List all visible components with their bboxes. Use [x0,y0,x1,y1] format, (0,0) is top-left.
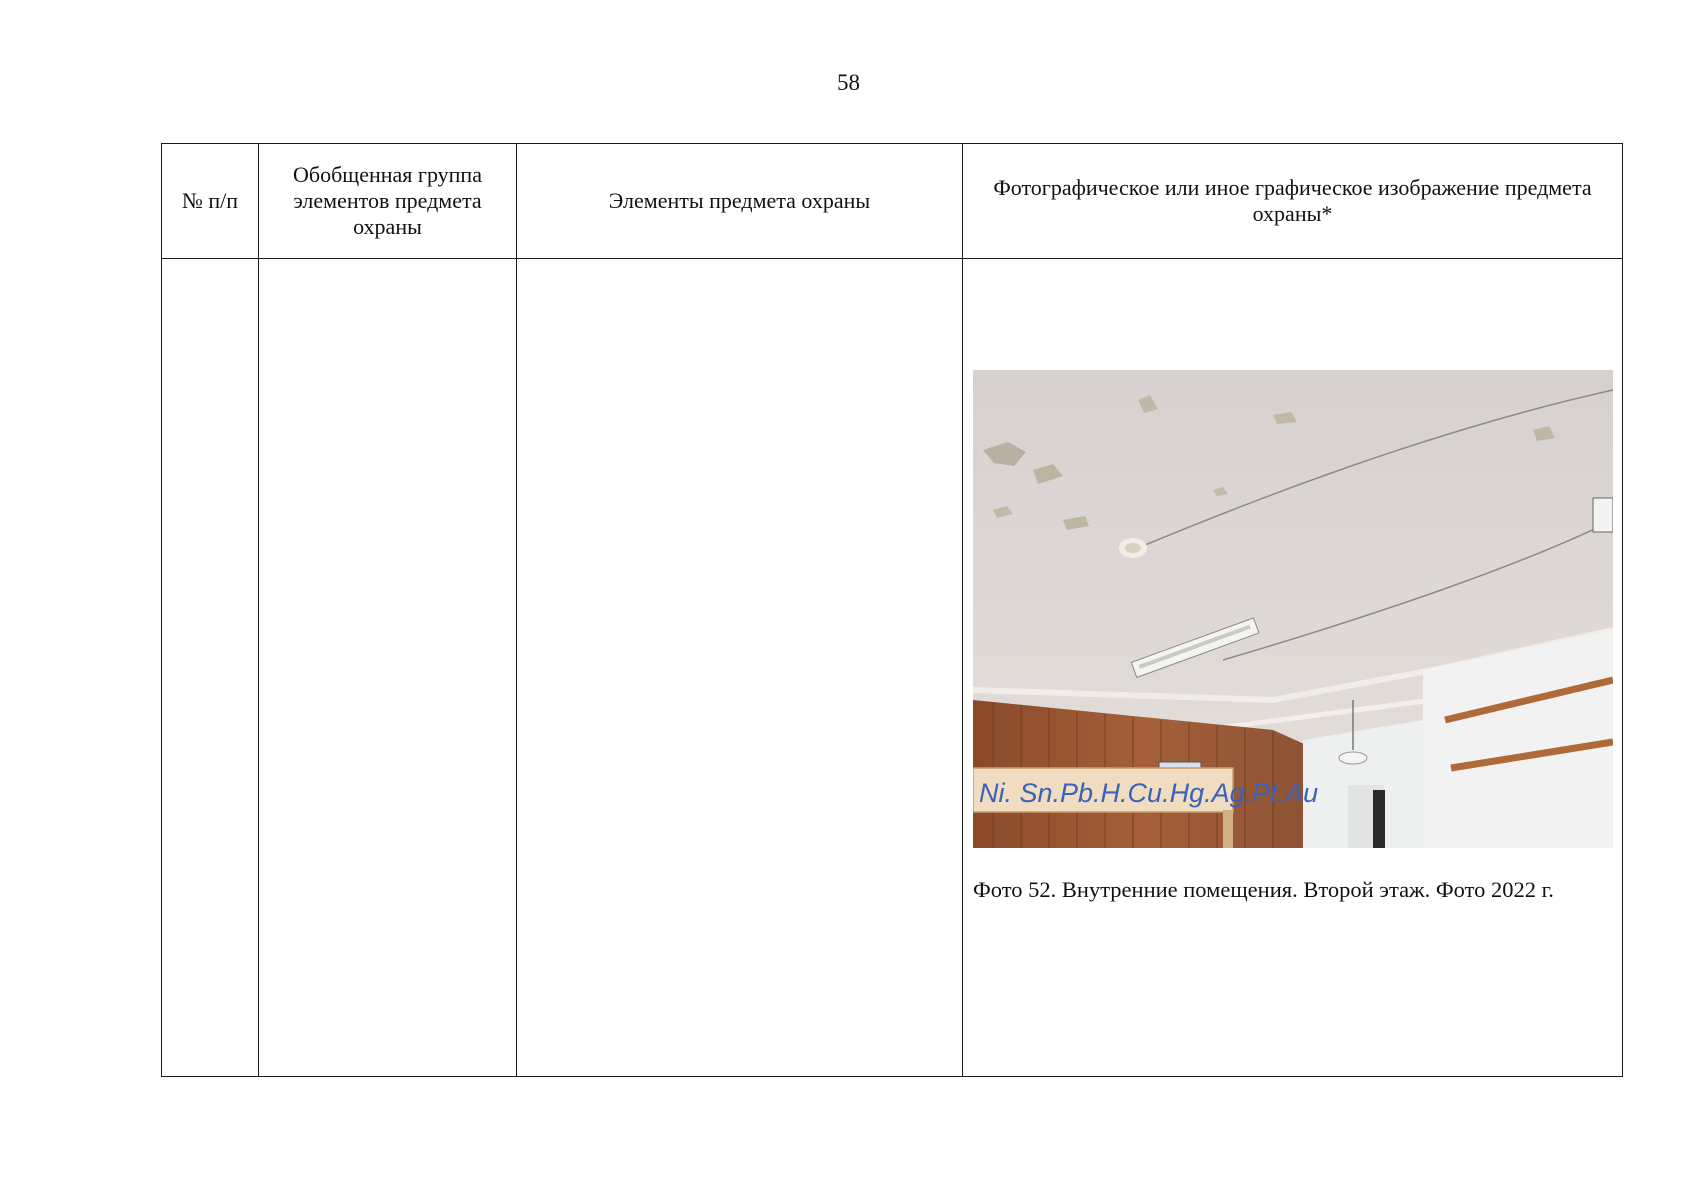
board-text: Ni. Sn.Pb.H.Cu.Hg.Ag.Pt.Au [979,778,1319,808]
interior-photo [973,370,1613,848]
cell-group [259,259,517,1077]
table-header-row [162,144,1623,259]
table-row [162,259,1623,1077]
heritage-table [161,143,1623,1077]
header-group: Обобщенная группа элементов предмета охраны [259,144,517,259]
cell-number [162,259,259,1077]
photo-caption: Фото 52. Внутренние помещения. Второй этаж. Фото 2022 г. [973,877,1554,902]
cell-elements [517,259,963,1077]
cell-photo [963,259,1623,1077]
page-number: 58 [837,70,860,95]
header-number: № п/п [162,144,259,259]
header-elements: Элементы предмета охраны [517,144,963,259]
header-photo: Фотографическое или иное графическое изображение предмета охраны* [963,144,1623,259]
